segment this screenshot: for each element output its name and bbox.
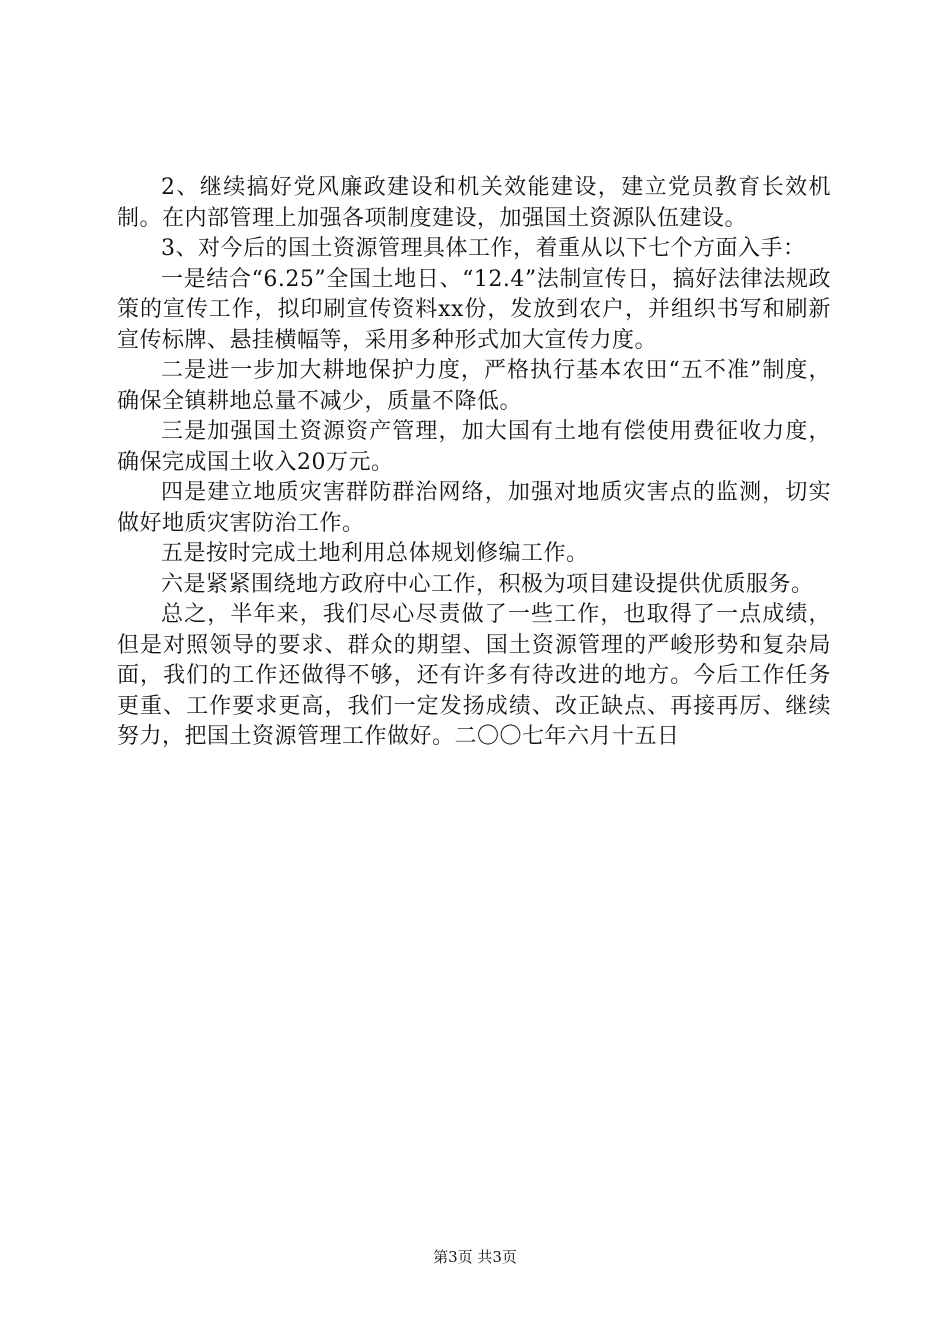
paragraph-seven-aspects: 3、对今后的国土资源管理具体工作，着重从以下七个方面入手：: [161, 236, 806, 261]
paragraph-item-one: 一是结合“6.25”全国土地日、“12.4”法制宣传日，搞好法律法规政策的宣传工作，拟印刷宣传资料xx份，发放到农户，并组织书写和刷新宣传标牌、悬挂横幅等，采用多种形式加大宣传力度。: [117, 266, 831, 353]
paragraph-item-two: 二是进一步加大耕地保护力度，严格执行基本农田“五不准”制度，确保全镇耕地总量不减少，质量不降低。: [117, 358, 831, 414]
paragraph-summary: 总之，半年来，我们尽心尽责做了一些工作，也取得了一点成绩，但是对照领导的要求、群众的期望、国土资源管理的严峻形势和复杂局面，我们的工作还做得不够，还有许多有待改进的地方。今后工作任务更重、工作要求更高，我们一定发扬成绩、改正缺点、再接再厉、继续努力，把国土资源管理工作做好。二〇〇七年六月十五日: [117, 602, 831, 749]
page-number-label: 第3页 共3页: [433, 1248, 517, 1266]
paragraph-item-three: 三是加强国土资源资产管理，加大国有土地有偿使用费征收力度，确保完成国土收入20万元。: [117, 419, 831, 475]
paragraph-item-six: 六是紧紧围绕地方政府中心工作，积极为项目建设提供优质服务。: [161, 571, 814, 597]
page-footer: [0, 1247, 950, 1267]
paragraph-item-five: 五是按时完成土地利用总体规划修编工作。: [161, 541, 589, 566]
document-body: [117, 173, 831, 753]
paragraph-item-four: 四是建立地质灾害群防群治网络，加强对地质灾害点的监测，切实做好地质灾害防治工作。: [117, 480, 831, 536]
paragraph-party-building: 2、继续搞好党风廉政建设和机关效能建设，建立党员教育长效机制。在内部管理上加强各项制度建设，加强国土资源队伍建设。: [117, 175, 831, 231]
